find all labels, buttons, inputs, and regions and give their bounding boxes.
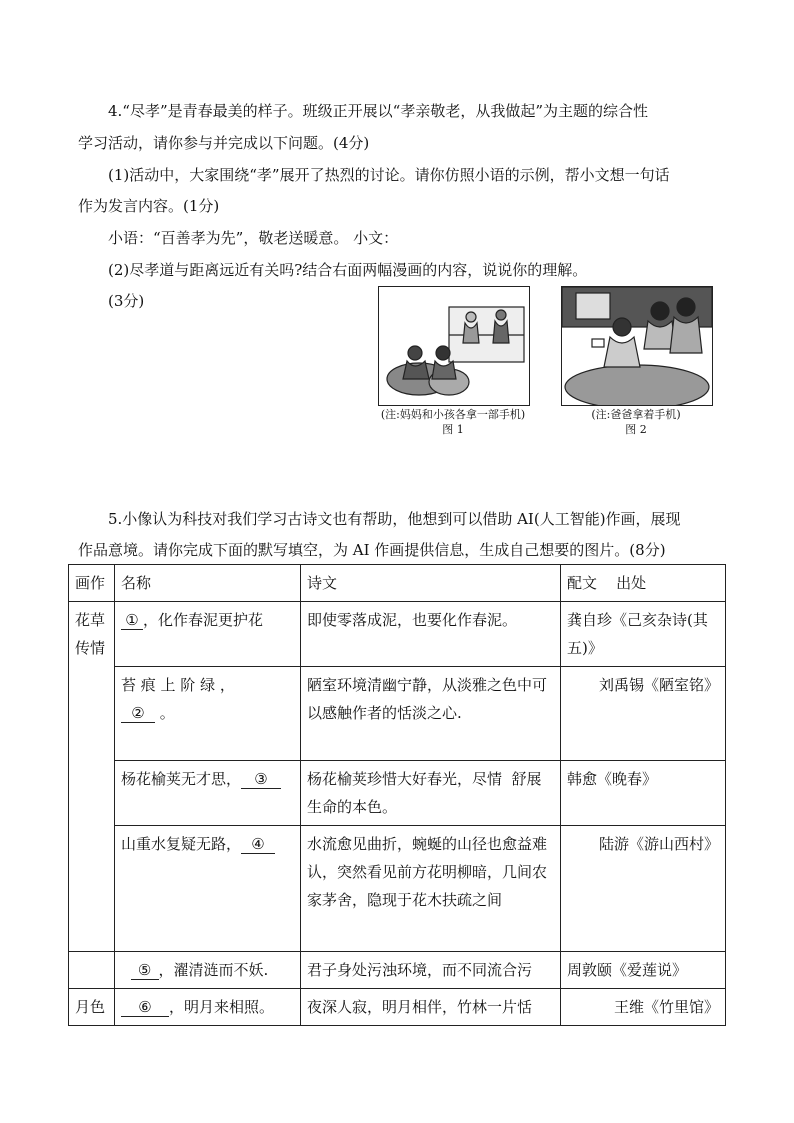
q4-sub2-line1: (2)尽孝道与距离远近有关吗?结合右面两幅漫画的内容，说说你的理解。 (108, 261, 588, 279)
name-text: 山重水复疑无路， (121, 835, 242, 853)
name-cell (115, 602, 301, 667)
desc-cell: 夜深人寂，明月相伴，竹林一片恬 (301, 989, 561, 1026)
header-poem-text: 诗文 (301, 565, 561, 602)
source-cell: 龚自珍《己亥杂诗(其五)》 (561, 602, 726, 667)
name-text: 杨花榆荚无才思， (121, 770, 242, 788)
group-empty (69, 952, 115, 989)
header-name: 名称 (115, 565, 301, 602)
q4-sub2-points: (3分) (108, 292, 145, 310)
blank-3[interactable]: ③ (241, 770, 281, 789)
q4-example-line: 小语：“百善孝为先”，敬老送暖意。 小文： (108, 229, 399, 247)
name-cell (115, 667, 301, 761)
desc-cell: 君子身处污浊环境，而不同流合污 (301, 952, 561, 989)
name-cell (115, 989, 301, 1026)
name-text-end: 。 (155, 704, 175, 722)
source-cell: 王维《竹里馆》 (561, 989, 726, 1026)
table-row (69, 667, 726, 761)
source-cell: 陆游《游山西村》 (561, 826, 726, 952)
blank-4[interactable]: ④ (241, 835, 275, 854)
name-cell (115, 826, 301, 952)
cartoon-2-illustration (562, 287, 712, 405)
q4-sub1-line1: (1)活动中，大家围绕“孝”展开了热烈的讨论。请你仿照小语的示例，帮小文想一句话 (108, 166, 670, 184)
source-cell: 周敦颐《爱莲说》 (561, 952, 726, 989)
blank-1[interactable]: ① (121, 611, 143, 630)
cartoon-1-label: 图 1 (442, 423, 464, 436)
desc-cell: 即使零落成泥，也要化作春泥。 (301, 602, 561, 667)
table-row (69, 602, 726, 667)
table-row (69, 952, 726, 989)
q4-line1: 4.“尽孝”是青春最美的样子。班级正开展以“孝亲敬老，从我做起”为主题的综合性 (108, 102, 648, 120)
table-row (69, 761, 726, 826)
cartoon-1-caption: (注:妈妈和小孩各拿一部手机) (380, 408, 526, 421)
source-cell: 韩愈《晚春》 (561, 761, 726, 826)
cartoon-1-illustration (379, 287, 529, 405)
q5-line2: 作品意境。请你完成下面的默写填空，为 AI 作画提供信息，生成自己想要的图片。(8分) (78, 541, 666, 559)
cartoon-2-label: 图 2 (625, 423, 647, 436)
q5-line1: 5.小像认为科技对我们学习古诗文也有帮助，他想到可以借助 AI(人工智能)作画，展现 (108, 510, 681, 528)
blank-2[interactable]: ② (121, 704, 155, 723)
name-text: ，濯清涟而不妖. (158, 961, 269, 979)
group-flowers: 花草传情 (69, 602, 115, 952)
q4-line2: 学习活动，请你参与并完成以下问题。(4分) (78, 134, 370, 152)
cartoon-figure-2 (561, 286, 713, 406)
name-text: 苔 痕 上 阶 绿 ， (121, 676, 235, 694)
source-cell: 刘禹锡《陋室铭》 (561, 667, 726, 761)
header-painting: 画作 (69, 565, 115, 602)
desc-cell: 水流愈见曲折，蜿蜒的山径也愈益难认，突然看见前方花明柳暗，几间农家茅舍，隐现于花木扶疏之间 (301, 826, 561, 952)
q4-sub1-line2: 作为发言内容。(1分) (78, 197, 220, 215)
blank-5[interactable]: ⑤ (131, 961, 159, 980)
cartoon-2-caption: (注:爸爸拿着手机) (591, 408, 681, 421)
table-row (69, 826, 726, 952)
group-moonlight: 月色 (69, 989, 115, 1026)
name-cell (115, 761, 301, 826)
header-source: 配文 出处 (561, 565, 726, 602)
blank-6[interactable]: ⑥ (121, 998, 169, 1017)
name-text: ，化作春泥更护花 (143, 611, 264, 629)
desc-cell: 陋室环境清幽宁静，从淡雅之色中可以感触作者的恬淡之心. (301, 667, 561, 761)
table-row (69, 989, 726, 1026)
name-cell (115, 952, 301, 989)
table-header-row (69, 565, 726, 602)
poem-table (68, 564, 726, 1026)
desc-cell: 杨花榆荚珍惜大好春光，尽情 舒展生命的本色。 (301, 761, 561, 826)
cartoon-figure-1 (378, 286, 530, 406)
name-text: ，明月来相照。 (169, 998, 275, 1016)
